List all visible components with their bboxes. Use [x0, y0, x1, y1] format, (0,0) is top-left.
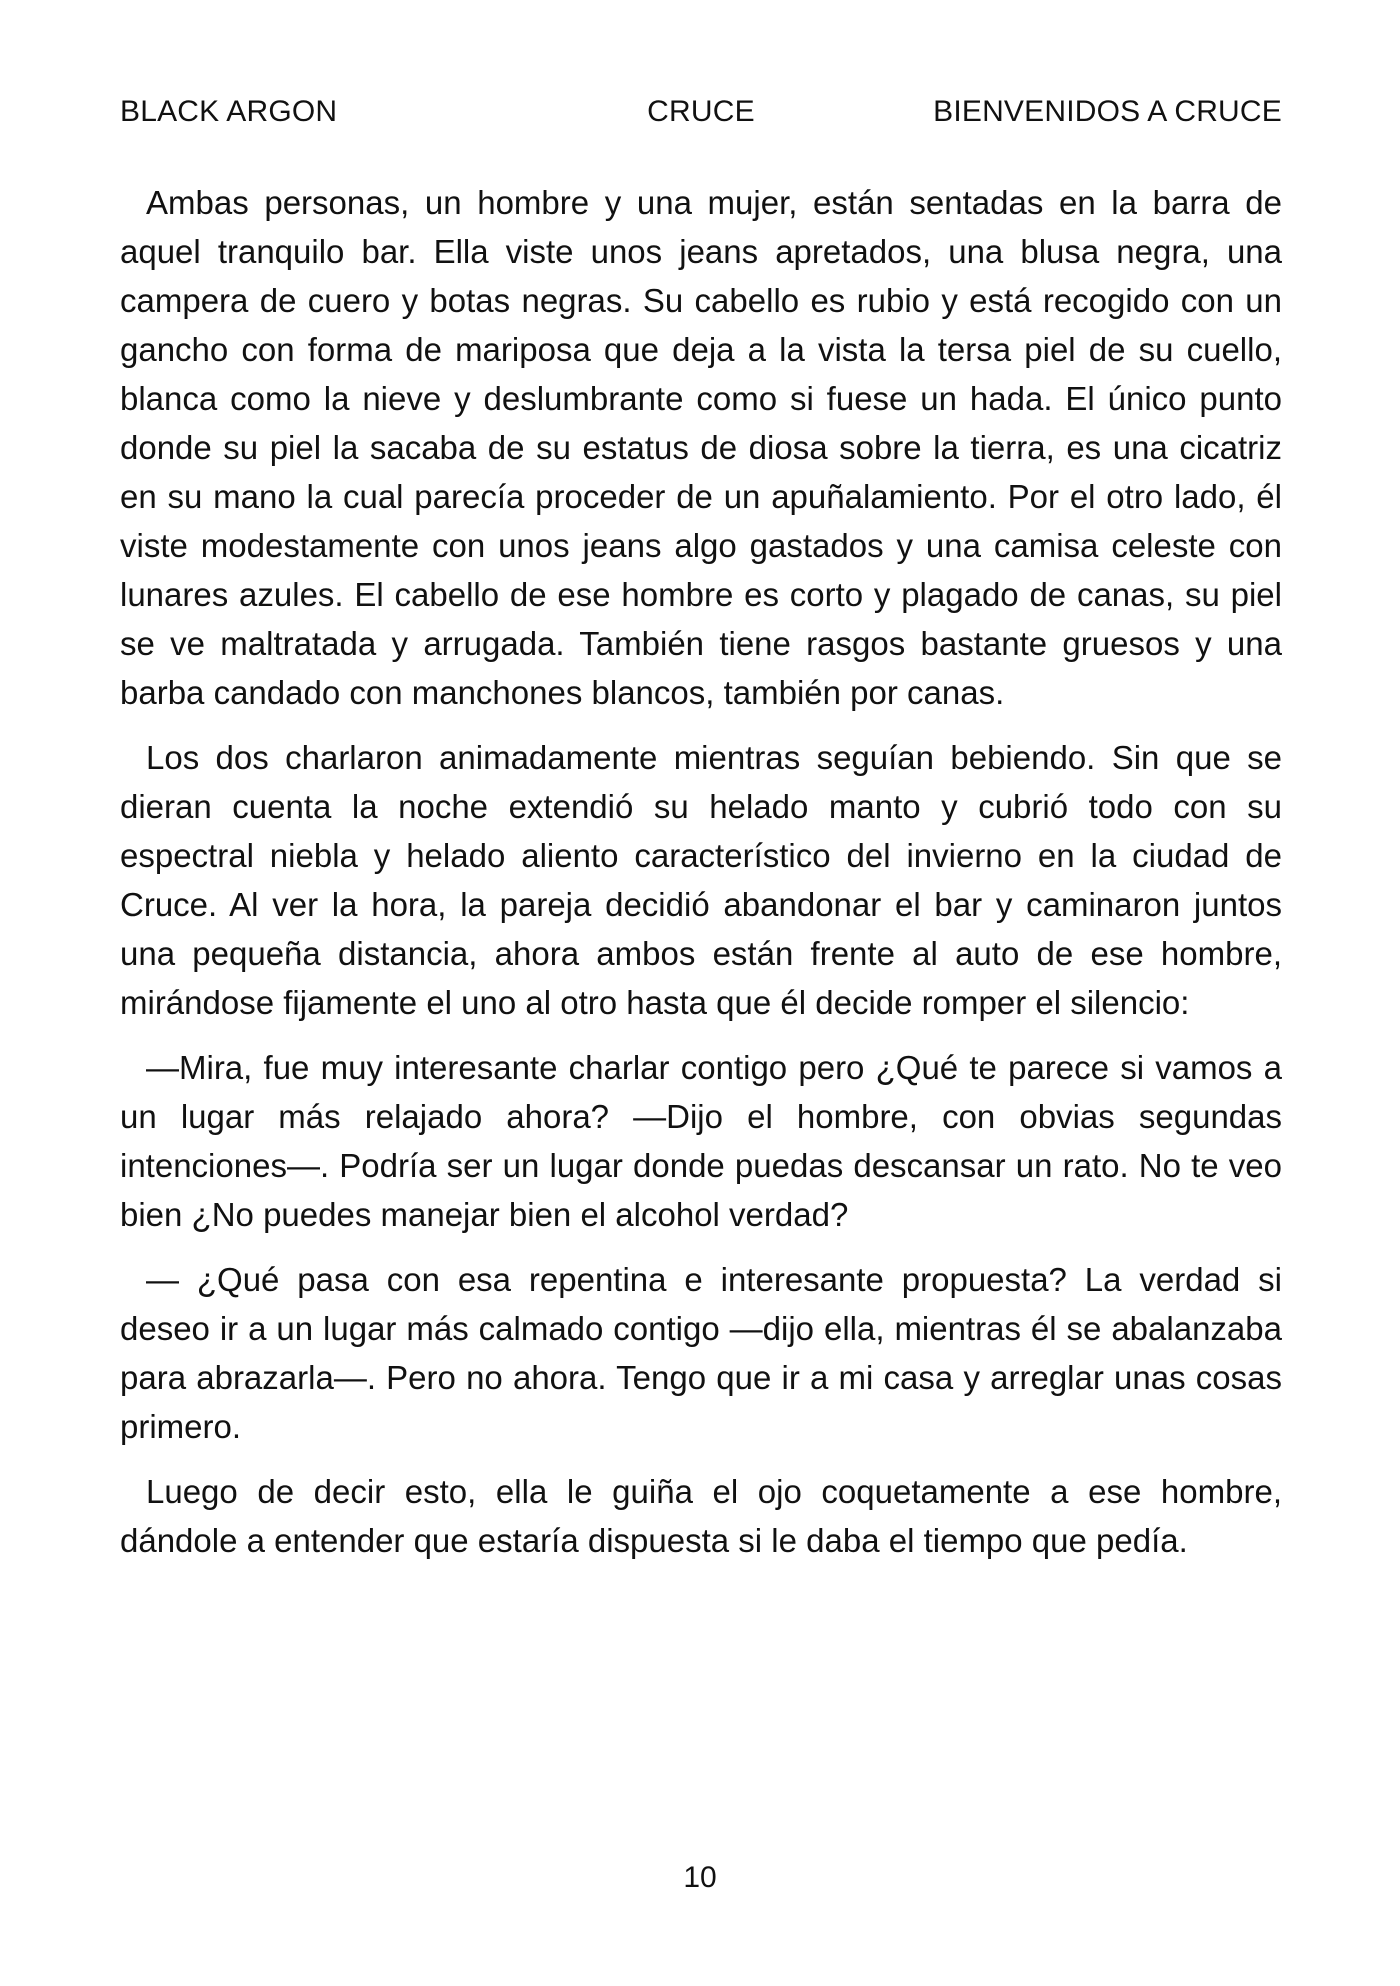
running-header	[120, 92, 1282, 132]
header-author: BLACK ARGON	[120, 95, 338, 128]
paragraph: — ¿Qué pasa con esa repentina e interesante propuesta? La verdad si deseo ir a un lugar más calmado contigo —dijo ella, mientras él se abalanzaba para abrazarla—. Pero no ahora. Tengo que ir a mi casa y arreglar unas cosas primero.	[120, 1261, 1282, 1445]
header-chapter-title: BIENVENIDOS A CRUCE	[933, 95, 1282, 128]
paragraph: Luego de decir esto, ella le guiña el ojo coquetamente a ese hombre, dándole a entender que estaría dispuesta si le daba el tiempo que pedía.	[120, 1473, 1282, 1559]
paragraph: Ambas personas, un hombre y una mujer, están sentadas en la barra de aquel tranquilo bar. Ella viste unos jeans apretados, una blusa negra, una campera de cuero y botas negras. Su cabello es rubio y está recogido con un gancho con forma de mariposa que deja a la vista la tersa piel de su cuello, blanca como la nieve y deslumbrante como si fuese un hada. El único punto donde su piel la sacaba de su estatus de diosa sobre la tierra, es una cicatriz en su mano la cual parecía proceder de un apuñalamiento. Por el otro lado, él viste modestamente con unos jeans algo gastados y una camisa celeste con lunares azules. El cabello de ese hombre es corto y plagado de canas, su piel se ve maltratada y arrugada. También tiene rasgos bastante gruesos y una barba candado con manchones blancos, también por canas.	[120, 184, 1282, 711]
paragraph: —Mira, fue muy interesante charlar contigo pero ¿Qué te parece si vamos a un lugar más relajado ahora? —Dijo el hombre, con obvias segundas intenciones—. Podría ser un lugar donde puedas descansar un rato. No te veo bien ¿No puedes manejar bien el alcohol verdad?	[120, 1049, 1282, 1233]
header-book-title: CRUCE	[647, 95, 755, 128]
page-number: 10	[683, 1861, 717, 1894]
body-text	[120, 178, 1282, 1581]
paragraph: Los dos charlaron animadamente mientras seguían bebiendo. Sin que se dieran cuenta la noche extendió su helado manto y cubrió todo con su espectral niebla y helado aliento característico del invierno en la ciudad de Cruce. Al ver la hora, la pareja decidió abandonar el bar y caminaron juntos una pequeña distancia, ahora ambos están frente al auto de ese hombre, mirándose fijamente el uno al otro hasta que él decide romper el silencio:	[120, 739, 1282, 1021]
